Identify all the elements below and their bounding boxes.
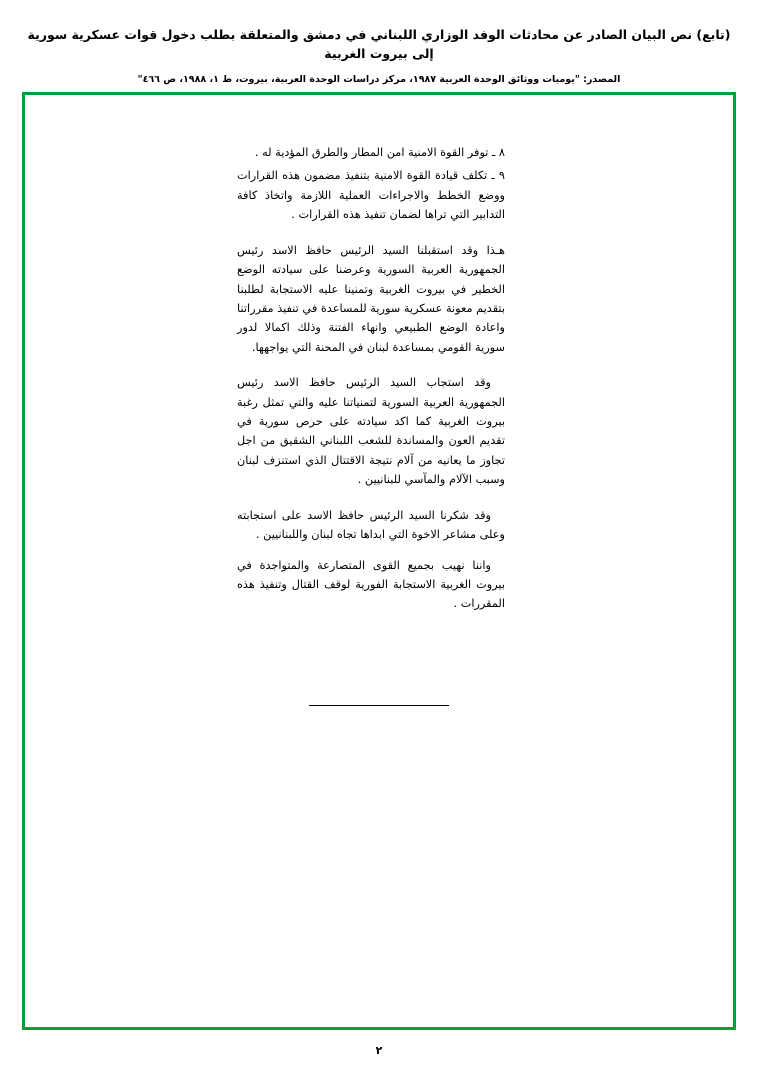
document-body <box>237 143 505 625</box>
paragraph-item-9: ٩ ـ تكلف قيادة القوة الامنية بتنفيذ مضمون هذه القرارات ووضع الخطط والاجراءات العملية اللازمة واتخاذ كافة التدابير التي تراها لضمان تنفيذ هذه القرارات . <box>237 169 505 222</box>
paragraph-appeal: واننا نهيب بجميع القوى المتصارعة والمتواجدة في بيروت الغربية الاستجابة الفورية لوقف القتال وتنفيذ هذه المقررات . <box>237 558 505 611</box>
horizontal-rule <box>309 705 449 706</box>
paragraph-item-8: ٨ ـ توفر القوة الامنية امن المطار والطرق المؤدية له . <box>254 146 505 159</box>
green-content-frame <box>22 92 736 1030</box>
paragraph-thanks: وقد شكرنا السيد الرئيس حافظ الاسد على استجابته وعلى مشاعر الاخوة التي ابداها تجاه لبنان واللبنانيين . <box>237 508 505 542</box>
document-header <box>0 0 758 86</box>
page-number: ٢ <box>375 1044 383 1057</box>
paragraph-response: وقد استجاب السيد الرئيس حافظ الاسد رئيس الجمهورية العربية السورية لتمنياتنا عليه والتي تمثل رغبة بيروت الغربية كما اكد سيادته على حرص سورية في تقديم العون والمساندة للشعب اللبناني الشقيق من اجل تجاوز ما يعانيه من آلام نتيجة الاقتتال الذي استنزف لبنان وسبب الآلام والمآسي للبنانيين . <box>237 376 505 487</box>
paragraph-meeting: هـذا وقد استقبلنا السيد الرئيس حافظ الاسد رئيس الجمهورية العربية السورية وعرضنا على سيادته الوضع الخطير في بيروت الغربية وتمنينا عليه الاستجابة لطلبنا بتقديم معونة عسكرية سورية للمساعدة في تنفيذ مقرراتنا واعادة الوضع الطبيعي وانهاء الفتنة وذلك اكمالا لدور سورية القومي بمساعدة لبنان في المحنة التي يواجهها. <box>237 243 505 354</box>
page-title: (تابع) نص البيان الصادر عن محادثات الوفد الوزاري اللبناني في دمشق والمتعلقة بطلب دخول قوات عسكرية سورية إلى بيروت الغربية <box>27 27 731 61</box>
source-line: المصدر: "يوميات ووثائق الوحدة العربية ١٩٨٧، مركز دراسات الوحدة العربية، بيروت، ط ١، ١٩٨٨، ص ٤٦٦" <box>137 73 621 85</box>
